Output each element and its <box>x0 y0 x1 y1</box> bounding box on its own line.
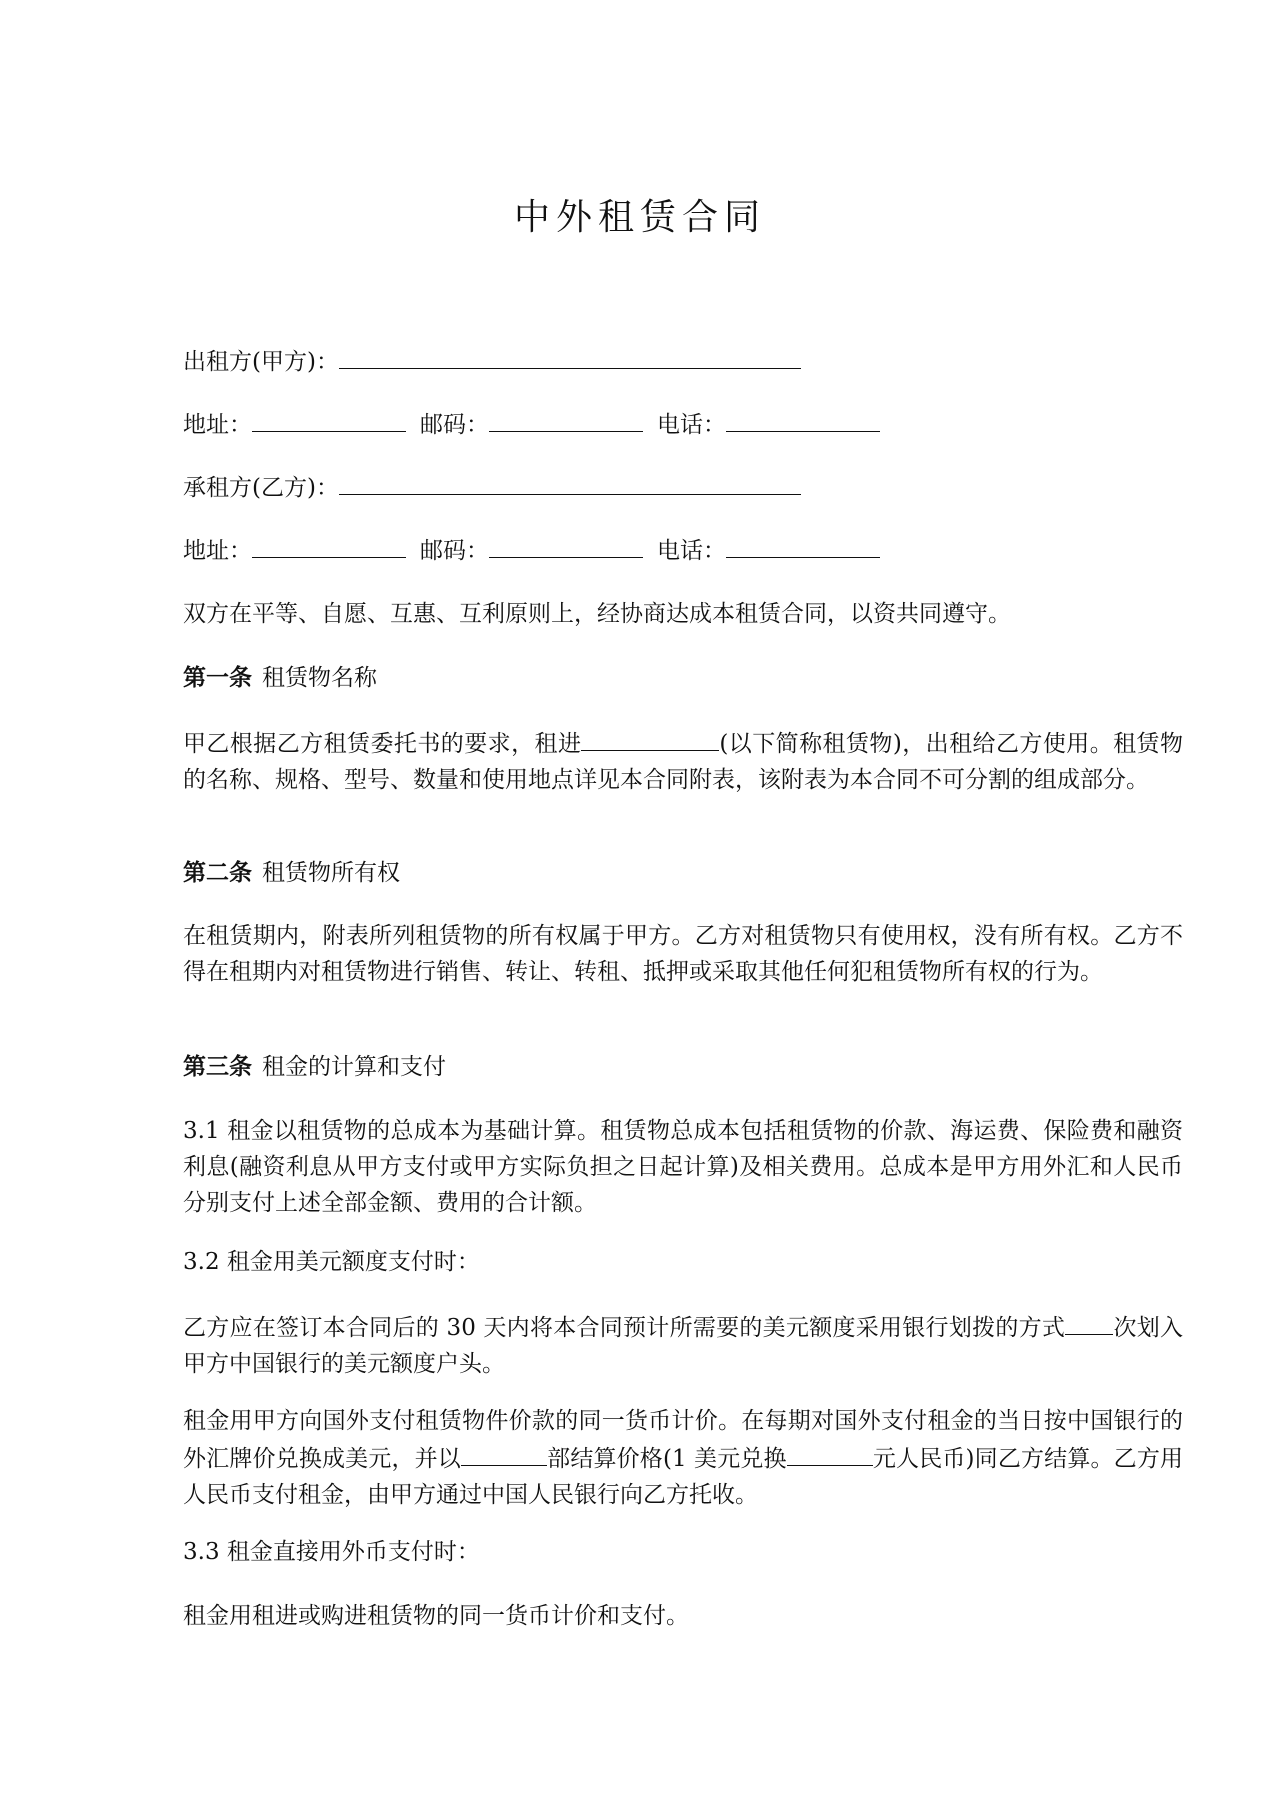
article-1-title: 租赁物名称 <box>262 665 377 691</box>
article-2-number: 第二条 <box>183 859 252 886</box>
s32-p2-blank-1 <box>461 1439 547 1466</box>
phone-blank <box>726 405 880 432</box>
phone-blank <box>726 531 880 558</box>
address-blank <box>252 405 406 432</box>
s32-p1-text-b: 次划入甲方中国银行的美元额度户头。 <box>183 1315 1184 1377</box>
postcode-label: 邮码： <box>420 538 489 564</box>
s32-p1-blank <box>1065 1308 1113 1335</box>
lessor-line <box>183 342 801 382</box>
page-title: 中外租赁合同 <box>513 197 766 238</box>
lessor-contact-line <box>183 405 880 445</box>
article-3-title: 租金的计算和支付 <box>262 1054 446 1080</box>
article-2-heading <box>183 855 1183 891</box>
article-3-heading <box>183 1049 1183 1085</box>
article-3-number: 第三条 <box>183 1053 252 1080</box>
section-3-2-paragraph-2 <box>183 1403 1183 1513</box>
phone-label: 电话： <box>657 412 726 438</box>
postcode-label: 邮码： <box>420 412 489 438</box>
section-3-3-heading: 3.3 租金直接用外币支付时： <box>183 1539 480 1565</box>
article-1-blank <box>581 724 719 751</box>
article-1-heading <box>183 660 1183 696</box>
address-blank <box>252 531 406 558</box>
s32-p2-blank-2 <box>787 1439 873 1466</box>
postcode-blank <box>489 405 643 432</box>
article-1-text-a: 甲乙根据乙方租赁委托书的要求，租进 <box>183 731 582 757</box>
phone-label: 电话： <box>657 538 726 564</box>
address-label: 地址： <box>183 412 252 438</box>
postcode-blank <box>489 531 643 558</box>
lessor-blank <box>339 342 801 369</box>
section-3-3-paragraph: 租金用租进或购进租赁物的同一货币计价和支付。 <box>183 1603 689 1629</box>
lessee-label: 承租方(乙方)： <box>183 475 339 501</box>
lessee-line <box>183 468 801 508</box>
section-3-2-paragraph-1 <box>183 1308 1183 1382</box>
lessor-label: 出租方(甲方)： <box>183 349 339 375</box>
article-2-title: 租赁物所有权 <box>262 860 400 886</box>
article-2-paragraph: 在租赁期内，附表所列租赁物的所有权属于甲方。乙方对租赁物只有使用权，没有所有权。乙方不得在租期内对租赁物进行销售、转让、转租、抵押或采取其他任何犯租赁物所有权的行为。 <box>183 923 1183 985</box>
lessee-contact-line <box>183 531 880 571</box>
s32-p2-text-a: 租金用甲方向国外支付租赁物件价款的同一货币计价。在每期对国外支付租金的当日按中国银行的外汇牌价兑换成美元，并以 <box>183 1408 1183 1472</box>
s32-p2-text-c: 元人民币)同乙方结算。乙方用人民币支付租金，由甲方通过中国人民银行向乙方托收。 <box>183 1446 1183 1508</box>
section-3-1-paragraph: 3.1 租金以租赁物的总成本为基础计算。租赁物总成本包括租赁物的价款、海运费、保险费和融资利息(融资利息从甲方支付或甲方实际负担之日起计算)及相关费用。总成本是甲方用外汇和人民币分别支付上述全部金额、费用的合计额。 <box>183 1118 1183 1216</box>
s32-p1-text-a: 乙方应在签订本合同后的 30 天内将本合同预计所需要的美元额度采用银行划拨的方式 <box>183 1315 1066 1341</box>
lessee-blank <box>339 468 801 495</box>
article-1-paragraph <box>183 724 1183 798</box>
section-3-2-heading: 3.2 租金用美元额度支付时： <box>183 1249 480 1275</box>
intro-paragraph: 双方在平等、自愿、互惠、互利原则上，经协商达成本租赁合同，以资共同遵守。 <box>183 601 1011 627</box>
s32-p2-text-b: 部结算价格(1 美元兑换 <box>546 1446 787 1472</box>
article-1-text-b: (以下简称租赁物)，出租给乙方使用。租赁物的名称、规格、型号、数量和使用地点详见本合同附表，该附表为本合同不可分割的组成部分。 <box>183 731 1183 793</box>
address-label: 地址： <box>183 538 252 564</box>
article-1-number: 第一条 <box>183 664 252 691</box>
